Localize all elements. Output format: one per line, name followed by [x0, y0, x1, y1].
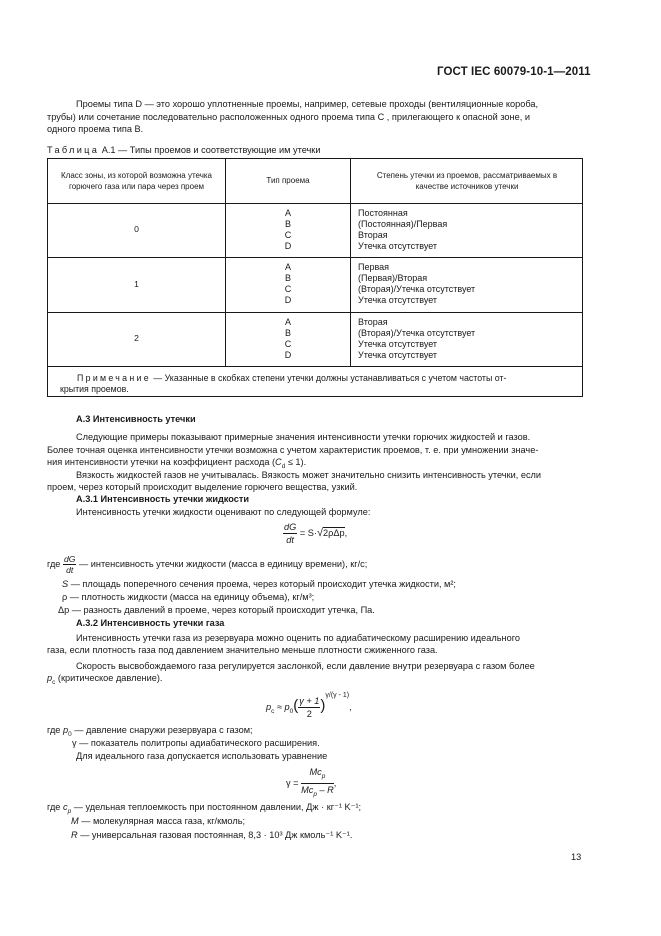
table-caption-text: А.1 — Типы проемов и соответствующие им утечки — [101, 145, 321, 155]
column-header-grade: Степень утечки из проемов, рассматриваемых в качестве источников утечки — [376, 171, 558, 191]
table-divider — [48, 366, 582, 367]
definition-s: S — площадь поперечного сечения проема, через который происходит утечка жидкости, м²; — [62, 579, 456, 589]
column-header-zone: Класс зоны, из которой возможна утечка горючего газа или пара через проем — [60, 171, 212, 191]
openings-table — [47, 158, 583, 397]
column-header-type: Тип проема — [266, 176, 310, 185]
definition-dgdt: где $\frac{dG}{dt}$ — интенсивность утечки жидкости (масса в единицу времени), кг/с; — [47, 554, 368, 575]
definition-p0: где $p_0$ — давление снаружи резервуара с газом; — [47, 725, 253, 738]
section-title-a32: А.3.2 Интенсивность утечки газа — [76, 618, 225, 628]
paragraph-line: Для идеального газа допускается использовать уравнение — [76, 751, 328, 761]
table-cell-types: A B C D — [284, 317, 292, 360]
paragraph-line: газа, если плотность газа под давлением значительно меньше плотности сжиженного газа. — [47, 645, 438, 655]
paragraph-line: Скорость высвобождаемого газа регулируется заслонкой, если давление внутри резервуара с газом более — [76, 661, 535, 671]
table-cell-grades: Первая (Первая)/Вторая (Вторая)/Утечка отсутствует Утечка отсутствует — [358, 262, 476, 305]
fraction: $\frac{dG}{dt}$ — [284, 522, 297, 545]
table-divider — [48, 312, 582, 313]
paragraph-line: Следующие примеры показывают примерные значения интенсивности утечки горючих жидкостей и газов. — [76, 432, 531, 442]
table-cell-zone: 2 — [134, 333, 139, 343]
table-divider — [48, 257, 582, 258]
table-cell-types: A B C D — [284, 208, 292, 251]
paragraph-line: проем, через который происходит выделение горючего вещества, узкий. — [47, 482, 358, 492]
fraction: $\frac{Mc_p}{Mc_p - R}$ — [301, 767, 334, 798]
table-cell-zone: 1 — [134, 279, 139, 289]
page-number: 13 — [571, 852, 582, 862]
sqrt-sign: √ — [316, 526, 323, 539]
table-caption — [47, 144, 320, 156]
section-title-a31: А.3.1 Интенсивность утечки жидкости — [76, 494, 250, 504]
formula-liquid-release: $\frac{dG}{dt}$ = S·√2ρΔp, — [284, 522, 348, 545]
definition-dp: Δp — разность давлений в проеме, через который происходит утечка, Па. — [58, 605, 375, 615]
table-cell-zone: 0 — [134, 224, 139, 234]
table-note: Примечание — Указанные в скобках степени утечки должны устанавливаться с учетом частоты от- — [77, 373, 507, 383]
table-cell-types: A B C D — [284, 262, 292, 305]
definition-m: M — молекулярная масса газа, кг/кмоль; — [71, 816, 246, 826]
fraction: $\frac{\gamma + 1}{2}$ — [299, 696, 320, 720]
paragraph-line: Интенсивность утечки газа из резервуара можно оценить по адиабатическому расширению идеального — [76, 633, 520, 643]
section-title-a3: А.3 Интенсивность утечки — [76, 414, 196, 424]
document-code: ГОСТ IEC 60079-10-1—2011 — [437, 66, 591, 78]
table-divider — [48, 203, 582, 204]
table-caption-word: Таблица — [47, 145, 100, 155]
formula-critical-pressure: $p_c \approx p_0$( $\frac{\gamma + 1}{2}$ )$^{\gamma/(\gamma - 1)}$, — [266, 692, 352, 720]
table-cell-grades: Постоянная (Постоянная)/Первая Вторая Утечка отсутствует — [358, 208, 448, 251]
table-note-continued: крытия проемов. — [60, 384, 129, 394]
definition-gamma: γ — показатель политропы адиабатического расширения. — [72, 738, 320, 748]
paragraph-line: $p_c$ (критическое давление). — [47, 673, 163, 686]
paragraph-line: Более точная оценка интенсивности утечки возможна с учетом характеристик проемов, т. е. при умножении значе- — [47, 445, 539, 455]
paragraph-line: ния интенсивности утечки на коэффициент расхода $(C_d \le 1)$. — [47, 457, 307, 470]
definition-rho: ρ — плотность жидкости (масса на единицу объема), кг/м³; — [62, 592, 315, 602]
intro-line-1: Проемы типа D — это хорошо уплотненные проемы, например, сетевые проходы (вентиляционные короба, — [76, 99, 539, 109]
intro-line-2: трубы) или сочетание последовательно расположенных одного проема типа С , прилегающего к опасной зоне, и — [47, 112, 530, 122]
paragraph-line: Вязкость жидкостей газов не учитывалась. Вязкость может значительно снизить интенсивность утечки, если — [76, 470, 542, 480]
definition-cp: где $c_p$ — удельная теплоемкость при постоянном давлении, Дж · кг⁻¹ K⁻¹; — [47, 802, 362, 815]
paragraph-line: Интенсивность утечки жидкости оценивают по следующей формуле: — [76, 507, 371, 517]
table-cell-grades: Вторая (Вторая)/Утечка отсутствует Утечка отсутствует Утечка отсутствует — [358, 317, 476, 360]
formula-gamma: γ = $\frac{Mc_p}{Mc_p - R}$ , — [286, 766, 336, 801]
intro-line-3: одного проема типа В. — [47, 124, 144, 134]
definition-r: R — универсальная газовая постоянная, 8,3 · 10³ Дж кмоль⁻¹ K⁻¹. — [71, 830, 353, 840]
